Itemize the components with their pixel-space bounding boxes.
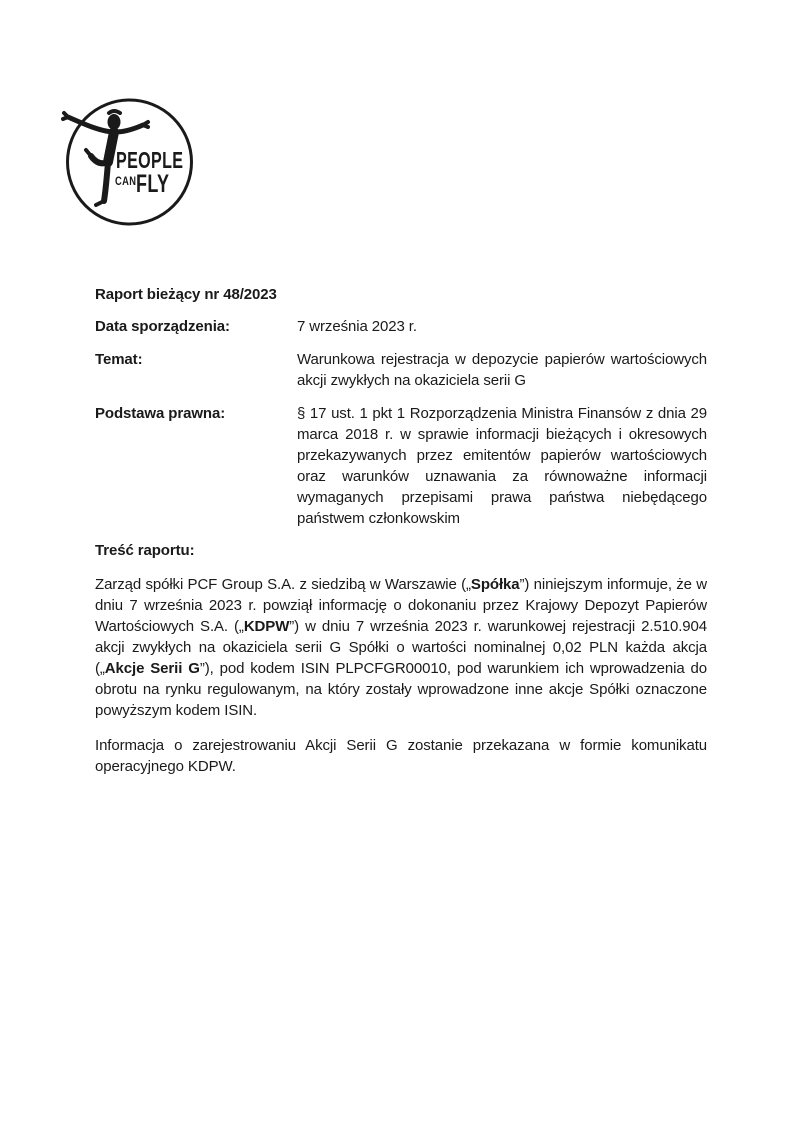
field-label-temat: Temat: bbox=[95, 351, 143, 368]
field-value-data-sporzadzenia: 7 września 2023 r. bbox=[297, 318, 417, 335]
field-label-data-sporzadzenia: Data sporządzenia: bbox=[95, 318, 230, 335]
defined-term-spolka: Spółka bbox=[470, 576, 520, 593]
paragraph-segment: ”), pod kodem ISIN PLPCFGR00010, pod warunkiem ich wprowadzenia do obrotu na rynku regulowanym, na który zostały wprowadzone inne akcje Spółki oznaczone powyższym kodem ISIN. bbox=[95, 660, 708, 719]
field-label-podstawa-prawna: Podstawa prawna: bbox=[95, 405, 226, 422]
logo-text-people: PEOPLE bbox=[116, 148, 184, 174]
field-value-temat: Warunkowa rejestracja w depozycie papierów wartościowych akcji zwykłych na okaziciela serii G bbox=[297, 351, 707, 389]
report-paragraph-2: Informacja o zarejestrowaniu Akcji Serii G zostanie przekazana w formie komunikatu operacyjnego KDPW. bbox=[95, 737, 707, 775]
logo-wordmark bbox=[115, 148, 183, 197]
report-body-heading: Treść raportu: bbox=[95, 542, 195, 559]
report-title: Raport bieżący nr 48/2023 bbox=[95, 286, 277, 303]
logo-text-can: CAN bbox=[115, 174, 137, 189]
report-content bbox=[95, 284, 707, 791]
field-value-podstawa-prawna: § 17 ust. 1 pkt 1 Rozporządzenia Ministra Finansów z dnia 29 marca 2018 r. w sprawie informacji bieżących i okresowych przekazywanych przez emitentów papierów wartościowych oraz warunków uznawania za równoważne informacji wymaganych przepisami prawa państwa niebędącego państwem członkowskim bbox=[297, 405, 707, 527]
logo-text-fly: FLY bbox=[136, 169, 170, 198]
defined-term-akcje-serii-g: Akcje Serii G bbox=[104, 660, 200, 677]
paragraph-segment: Zarząd spółki PCF Group S.A. z siedzibą w Warszawie („ bbox=[95, 576, 471, 593]
paragraph-segment: ”) w dniu 7 września 2023 r. warunkowej rejestracji 2.510.904 akcji zwykłych na okaziciela serii G Spółki o wartości nominalnej 0,02 PLN każda akcja („ bbox=[95, 618, 707, 677]
paragraph-segment: ”) niniejszym informuje, że w dniu 7 września 2023 r. powziął informację o dokonaniu przez Krajowy Depozyt Papierów Wartościowych S.A. („ bbox=[95, 576, 707, 635]
report-header-fields bbox=[95, 316, 707, 529]
defined-term-kdpw: KDPW bbox=[243, 618, 290, 635]
report-paragraph-1 bbox=[95, 574, 707, 721]
people-can-fly-logo bbox=[58, 92, 203, 232]
